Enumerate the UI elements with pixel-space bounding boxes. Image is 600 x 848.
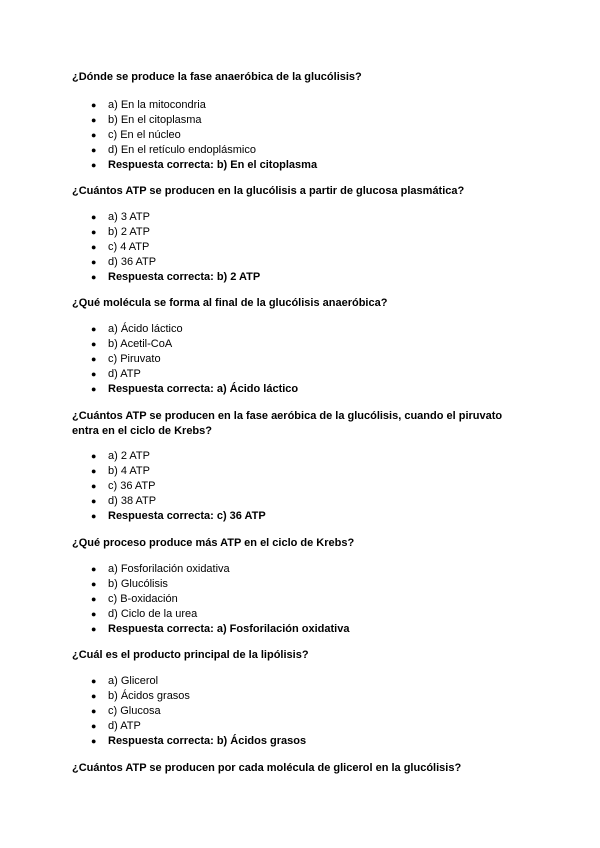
option-1c: ● c) En el núcleo (91, 129, 181, 141)
bullet-icon: ● (91, 354, 97, 364)
bullet-icon: ● (91, 160, 97, 170)
bullet-icon: ● (91, 676, 97, 686)
bullet-icon: ● (91, 609, 97, 619)
option-6d: ● d) ATP (91, 720, 141, 732)
bullet-icon: ● (91, 272, 97, 282)
question-5: ¿Qué proceso produce más ATP en el ciclo de Krebs? (72, 537, 355, 549)
option-1b: ● b) En el citoplasma (91, 114, 202, 126)
bullet-icon: ● (91, 212, 97, 222)
question-7: ¿Cuántos ATP se producen por cada molécula de glicerol en la glucólisis? (72, 762, 462, 774)
bullet-icon: ● (91, 324, 97, 334)
bullet-icon: ● (91, 130, 97, 140)
option-5a: ● a) Fosforilación oxidativa (91, 563, 230, 575)
option-4c: ● c) 36 ATP (91, 480, 156, 492)
question-6: ¿Cuál es el producto principal de la lipólisis? (72, 649, 309, 661)
bullet-icon: ● (91, 691, 97, 701)
bullet-icon: ● (91, 384, 97, 394)
option-2b: ● b) 2 ATP (91, 226, 150, 238)
bullet-icon: ● (91, 511, 97, 521)
answer-1: ● Respuesta correcta: b) En el citoplasma (91, 159, 318, 171)
answer-6: ● Respuesta correcta: b) Ácidos grasos (91, 735, 307, 747)
bullet-icon: ● (91, 481, 97, 491)
option-6a: ● a) Glicerol (91, 675, 159, 687)
option-2c: ● c) 4 ATP (91, 241, 150, 253)
option-3c: ● c) Piruvato (91, 353, 161, 365)
option-5d: ● d) Ciclo de la urea (91, 608, 198, 620)
answer-3: ● Respuesta correcta: a) Ácido láctico (91, 383, 299, 395)
option-3d: ● d) ATP (91, 368, 141, 380)
bullet-icon: ● (91, 115, 97, 125)
question-2: ¿Cuántos ATP se producen en la glucólisis a partir de glucosa plasmática? (72, 185, 465, 197)
option-1d: ● d) En el retículo endoplásmico (91, 144, 256, 156)
option-4b: ● b) 4 ATP (91, 465, 150, 477)
bullet-icon: ● (91, 466, 97, 476)
bullet-icon: ● (91, 145, 97, 155)
option-2a: ● a) 3 ATP (91, 211, 150, 223)
option-6c: ● c) Glucosa (91, 705, 161, 717)
option-6b: ● b) Ácidos grasos (91, 690, 190, 702)
option-5b: ● b) Glucólisis (91, 578, 168, 590)
bullet-icon: ● (91, 579, 97, 589)
question-3: ¿Qué molécula se forma al final de la glucólisis anaeróbica? (72, 297, 388, 309)
answer-5: ● Respuesta correcta: a) Fosforilación oxidativa (91, 623, 350, 635)
option-4d: ● d) 38 ATP (91, 495, 157, 507)
bullet-icon: ● (91, 496, 97, 506)
bullet-icon: ● (91, 736, 97, 746)
answer-2: ● Respuesta correcta: b) 2 ATP (91, 271, 261, 283)
bullet-icon: ● (91, 227, 97, 237)
bullet-icon: ● (91, 594, 97, 604)
bullet-icon: ● (91, 339, 97, 349)
bullet-icon: ● (91, 624, 97, 634)
option-5c: ● c) B-oxidación (91, 593, 178, 605)
option-2d: ● d) 36 ATP (91, 256, 157, 268)
answer-4: ● Respuesta correcta: c) 36 ATP (91, 510, 266, 522)
bullet-icon: ● (91, 369, 97, 379)
option-1a: ● a) En la mitocondria (91, 99, 206, 111)
question-1: ¿Dónde se produce la fase anaeróbica de la glucólisis? (72, 71, 362, 83)
bullet-icon: ● (91, 451, 97, 461)
option-4a: ● a) 2 ATP (91, 450, 150, 462)
bullet-icon: ● (91, 257, 97, 267)
bullet-icon: ● (91, 721, 97, 731)
option-3a: ● a) Ácido láctico (91, 323, 183, 335)
bullet-icon: ● (91, 564, 97, 574)
bullet-icon: ● (91, 706, 97, 716)
bullet-icon: ● (91, 242, 97, 252)
bullet-icon: ● (91, 100, 97, 110)
question-4: ¿Cuántos ATP se producen en la fase aeróbica de la glucólisis, cuando el piruvato entra en el ciclo de Krebs? (72, 410, 503, 437)
option-3b: ● b) Acetil-CoA (91, 338, 173, 350)
